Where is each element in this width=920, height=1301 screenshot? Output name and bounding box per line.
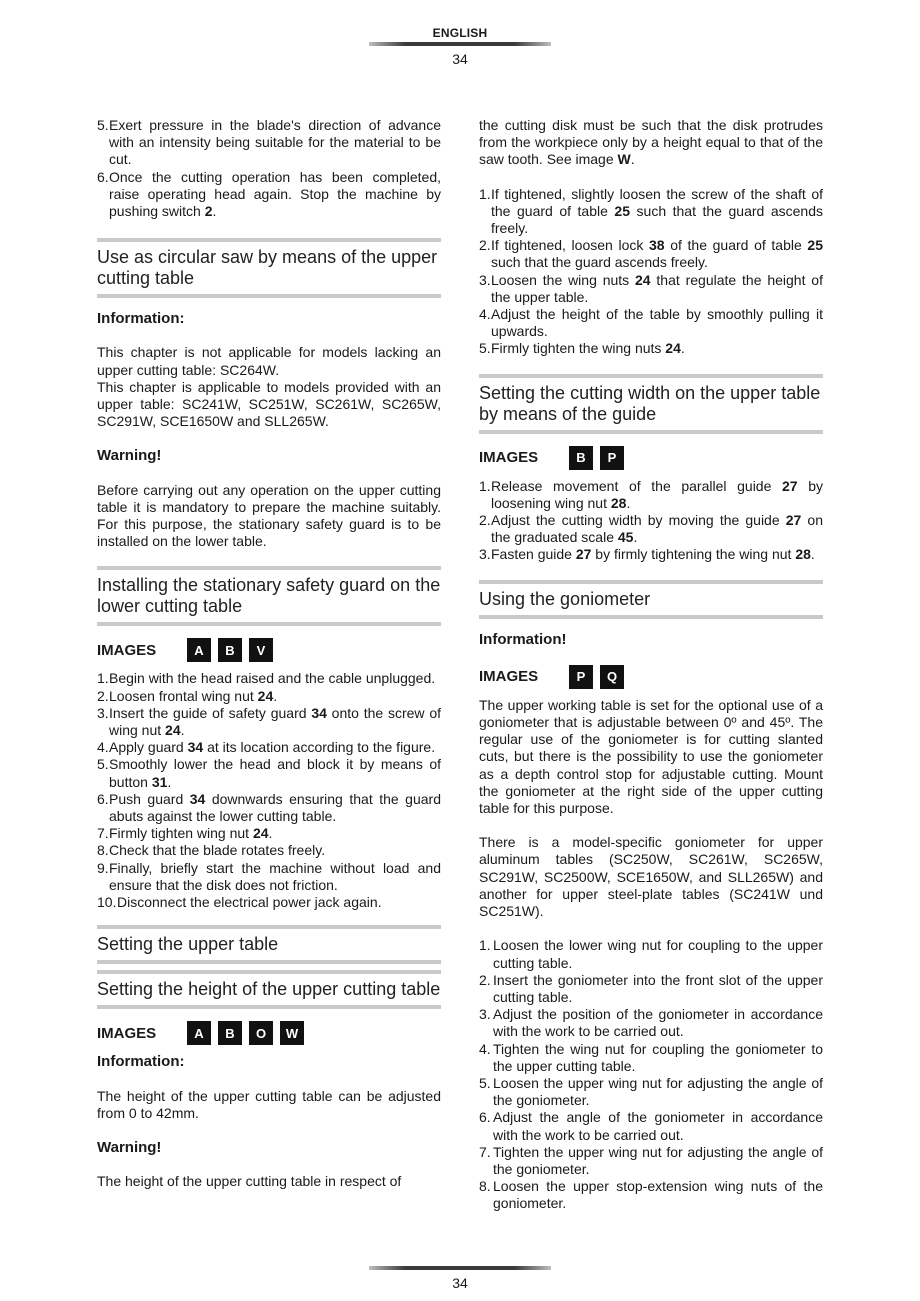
step-text: . [273, 687, 278, 704]
footer-divider [369, 1266, 551, 1270]
part-number: 27 [785, 512, 802, 529]
step-number: 10. [97, 894, 117, 911]
list-item [97, 860, 441, 894]
image-ref-badge: P [569, 665, 593, 689]
step-text: Loosen frontal wing nut [109, 687, 258, 704]
step-text: by firmly tightening the wing nut [591, 546, 796, 563]
information-label-3: Information! [479, 630, 567, 648]
step-text: Loosen the upper stop-extension wing nuts of the goniometer. [493, 1178, 823, 1212]
header-divider [369, 42, 551, 46]
warning-paragraph: Before carrying out any operation on the upper cutting table it is mandatory to prepare the machine suitably. For this purpose, the stationary safety guard is to be installed on the lower table. [97, 481, 441, 550]
section-title-upper-table: Setting the upper table [97, 925, 441, 964]
images-row-goniometer [479, 665, 823, 689]
step-text: Apply guard [109, 739, 188, 756]
step-number: 5. [97, 117, 109, 133]
step-text: on the graduated scale [491, 512, 823, 546]
steps-list-c [479, 186, 823, 358]
section-title-upper-table-height: Setting the height of the upper cutting table [97, 970, 441, 1009]
step-text: Adjust the height of the table by smoothly pulling it upwards. [491, 306, 823, 340]
image-badges [569, 446, 624, 470]
step-number: 8. [479, 1178, 491, 1195]
list-item [479, 272, 823, 306]
steps-list-b [97, 670, 441, 911]
step-text: Insert the guide of safety guard [109, 704, 312, 721]
image-ref-badge: Q [600, 665, 624, 689]
step-number: 5. [479, 340, 491, 357]
list-item [97, 842, 441, 859]
part-number: 24 [252, 825, 269, 842]
step-text: . [810, 546, 815, 563]
step-text: such that the guard ascends freely. [491, 202, 823, 237]
step-text: Loosen the lower wing nut for coupling to the upper cutting table. [493, 937, 823, 971]
step-number: 1. [479, 477, 491, 494]
step-text: Adjust the position of the goniometer in accordance with the work to be carried out. [493, 1006, 823, 1040]
step-text: Finally, briefly start the machine without load and ensure that the disk does not friction. [109, 859, 441, 893]
list-item [479, 478, 823, 512]
image-badges [187, 1021, 304, 1045]
image-ref-badge: B [218, 1021, 242, 1045]
step-text: Firmly tighten wing nut [109, 825, 253, 842]
step-number: 6. [97, 790, 109, 807]
step-text: Loosen the wing nuts [491, 271, 635, 288]
step-number: 7. [479, 1143, 491, 1160]
image-ref-badge: B [569, 446, 593, 470]
step-text: Tighten the wing nut for coupling the goniometer to the upper cutting table. [493, 1040, 823, 1074]
image-ref-badge: W [280, 1021, 304, 1045]
step-number: 1. [479, 185, 491, 202]
step-text: Insert the goniometer into the front slot of the upper cutting table. [493, 971, 823, 1005]
step-text: . [212, 203, 217, 220]
images-row-safety-guard [97, 638, 441, 662]
list-item [479, 1006, 823, 1040]
part-number: 25 [614, 202, 630, 219]
list-item [97, 670, 441, 687]
step-number: 2. [479, 971, 491, 988]
section-title-goniometer: Using the goniometer [479, 580, 823, 619]
language-header: ENGLISH [432, 26, 488, 40]
step-text: that regulate the height of the upper table. [491, 271, 823, 305]
image-ref-badge: O [249, 1021, 273, 1045]
list-item [97, 739, 441, 756]
list-item [479, 186, 823, 238]
step-text: Push guard [109, 790, 190, 807]
step-text: Tighten the upper wing nut for adjusting the angle of the goniometer. [493, 1143, 823, 1177]
image-badges [187, 638, 273, 662]
step-text: downwards ensuring that the guard abuts against the lower cutting table. [109, 790, 441, 825]
step-number: 1. [479, 937, 491, 954]
left-column [97, 117, 441, 1190]
list-item [97, 117, 441, 169]
step-text: Release movement of the parallel guide [491, 477, 782, 494]
steps-list-a [97, 117, 441, 220]
step-text: . [180, 722, 185, 739]
step-number: 6. [479, 1109, 491, 1126]
information-label: Information: [97, 310, 185, 328]
part-number: 24 [165, 722, 181, 739]
section-title-circular-saw: Use as circular saw by means of the upper cutting table [97, 238, 441, 298]
step-text: Fasten guide [491, 546, 576, 563]
list-item [97, 688, 441, 705]
list-item [479, 1109, 823, 1143]
part-number: 28 [610, 494, 627, 511]
list-item [479, 1041, 823, 1075]
goniometer-paragraph-1: The upper working table is set for the optional use of a goniometer that is adjustable between 0º and 45º. The regular use of the goniometer is for cutting slanted cuts, but there is the possibility to use the goniometer as a depth control stop for adjustable cutting. Mount the goniometer at the right side of the upper cutting table for this purpose. [479, 696, 823, 817]
list-item [479, 1075, 823, 1109]
step-text: . [167, 773, 172, 790]
step-number: 7. [97, 825, 109, 842]
images-label: IMAGES [479, 668, 539, 686]
part-number: 28 [795, 546, 811, 563]
right-column [479, 117, 823, 1213]
image-ref-badge: B [218, 638, 242, 662]
step-text: Adjust the angle of the goniometer in accordance with the work to be carried out. [493, 1109, 823, 1143]
step-text: . [626, 494, 631, 511]
images-row-height [97, 1021, 441, 1045]
list-item [97, 169, 441, 221]
step-text: by loosening wing nut [491, 477, 823, 511]
step-text: Disconnect the electrical power jack again. [117, 894, 382, 911]
page-number-top: 34 [452, 51, 468, 67]
step-number: 1. [97, 670, 109, 687]
step-text: Smoothly lower the head and block it by means of button [109, 756, 441, 790]
part-number: 34 [311, 704, 327, 721]
image-badges [569, 665, 624, 689]
step-text: Check that the blade rotates freely. [109, 842, 326, 859]
step-text: . [633, 529, 638, 546]
step-text: of the guard of table [664, 237, 808, 254]
list-item [97, 756, 441, 790]
step-text: onto the screw of wing nut [109, 704, 441, 739]
step-number: 5. [97, 756, 109, 773]
part-number: 25 [807, 237, 823, 254]
list-item [479, 937, 823, 971]
continued-paragraph: the cutting disk must be such that the disk protrudes from the workpiece only by a height equal to that of the saw tooth. See image W. [479, 117, 823, 168]
list-item [479, 340, 823, 357]
warning-label-2: Warning! [97, 1138, 162, 1156]
part-number: 45 [617, 529, 634, 546]
goniometer-paragraph-2: There is a model-specific goniometer for upper aluminum tables (SC250W, SC261W, SC265W, SC291W, SC2500W, SCE1650W, and SLL265W) and another for upper steel-plate tables (SC241W und SC251W). [479, 834, 823, 920]
info-paragraph-2: This chapter is applicable to models provided with an upper table: SC241W, SC251W, SC261W, SC265W, SC291W, SCE1650W and SLL265W. [97, 378, 441, 430]
part-number: 24 [257, 687, 274, 704]
info-paragraph-3: The height of the upper cutting table can be adjusted from 0 to 42mm. [97, 1087, 441, 1121]
step-number: 4. [479, 1040, 491, 1057]
step-text: Firmly tighten the wing nuts [491, 340, 666, 357]
list-item [97, 791, 441, 825]
step-number: 3. [479, 546, 491, 563]
information-label-2: Information: [97, 1053, 185, 1071]
image-ref-badge: A [187, 1021, 211, 1045]
step-text: If tightened, loosen lock [491, 237, 649, 254]
image-ref-badge: A [187, 638, 211, 662]
part-number: 24 [665, 340, 681, 357]
images-label: IMAGES [97, 1024, 157, 1042]
step-number: 5. [479, 1074, 491, 1091]
images-row-cutting-width [479, 446, 823, 470]
list-item [479, 972, 823, 1006]
step-text: such that the guard ascends freely. [491, 254, 708, 271]
part-number: 27 [782, 477, 798, 494]
info-paragraph-1: This chapter is not applicable for models lacking an upper cutting table: SC264W. [97, 344, 441, 378]
warning-label: Warning! [97, 447, 162, 465]
step-number: 2. [479, 512, 491, 529]
images-label: IMAGES [479, 449, 539, 467]
steps-list-d [479, 478, 823, 564]
steps-list-e [479, 937, 823, 1212]
step-number: 4. [479, 306, 491, 323]
step-text: Adjust the cutting width by moving the guide [491, 512, 786, 529]
part-number: 24 [635, 271, 651, 288]
step-number: 4. [97, 739, 109, 756]
list-item [479, 1178, 823, 1212]
step-text: Exert pressure in the blade's direction of advance with an intensity being suitable for the material to be cut. [109, 117, 441, 168]
list-item [479, 546, 823, 563]
list-item [479, 1144, 823, 1178]
section-title-safety-guard: Installing the stationary safety guard on the lower cutting table [97, 566, 441, 626]
step-number: 2. [97, 687, 109, 704]
image-ref-badge: V [249, 638, 273, 662]
step-number: 3. [479, 271, 491, 288]
step-text: at its location according to the figure. [203, 739, 436, 756]
part-number: 31 [151, 773, 168, 790]
list-item [479, 306, 823, 340]
images-label: IMAGES [97, 641, 157, 659]
part-number: 34 [189, 790, 206, 807]
part-number: 38 [649, 237, 665, 254]
part-number: 27 [575, 546, 592, 563]
step-text: Loosen the upper wing nut for adjusting the angle of the goniometer. [493, 1074, 823, 1109]
part-number: 2 [204, 203, 213, 220]
image-ref-badge: P [600, 446, 624, 470]
step-number: 9. [97, 859, 109, 876]
step-number: 3. [97, 704, 109, 721]
step-text: If tightened, slightly loosen the screw of the shaft of the guard of table [491, 185, 823, 219]
warning-paragraph-2: The height of the upper cutting table in respect of [97, 1173, 402, 1190]
step-text: . [268, 825, 273, 842]
list-item [479, 237, 823, 271]
step-text: Once the cutting operation has been completed, raise operating head again. Stop the machine by pushing switch [109, 168, 441, 220]
step-number: 3. [479, 1006, 491, 1023]
part-number: 34 [187, 739, 204, 756]
list-item [97, 894, 441, 911]
list-item [97, 705, 441, 739]
step-text: Begin with the head raised and the cable unplugged. [109, 670, 436, 687]
step-number: 2. [479, 237, 491, 254]
list-item [97, 825, 441, 842]
page-number-bottom: 34 [452, 1275, 468, 1291]
step-number: 8. [97, 842, 109, 859]
step-number: 6. [97, 168, 109, 185]
step-text: . [680, 340, 685, 357]
list-item [479, 512, 823, 546]
section-title-cutting-width: Setting the cutting width on the upper table by means of the guide [479, 374, 823, 434]
